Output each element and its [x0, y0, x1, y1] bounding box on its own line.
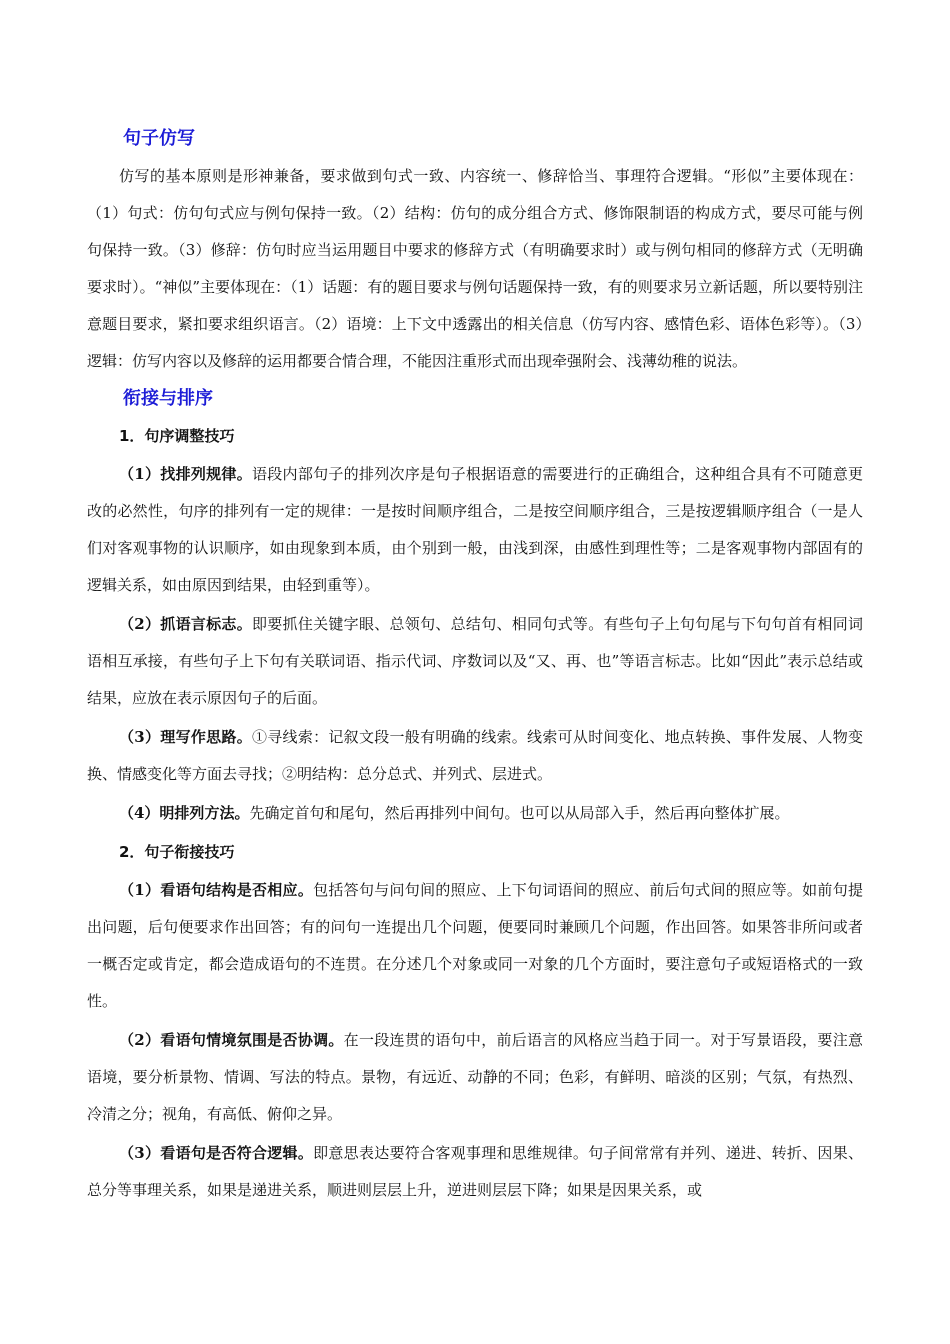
item-text: 包括答句与问句间的照应、上下句词语间的照应、前后句式间的照应等。如前句提出问题，后句便要求作出回答；有的问句一连提出几个问题，便要同时兼顾几个问题，作出回答。如果答非所问或者一概否定或肯定，都会造成语句的不连贯。在分述几个对象或同一对象的几个方面时，要注意句子或短语格式的一致性。	[87, 881, 863, 1010]
item-lead: （1）找排列规律。	[119, 465, 252, 483]
order-item-3	[87, 719, 863, 793]
item-lead: （2）看语句情境氛围是否协调。	[119, 1031, 344, 1049]
subsection-title-cohesion: 2．句子衔接技巧	[119, 843, 235, 861]
subsection-title-order: 1．句序调整技巧	[119, 427, 235, 445]
item-text: 先确定首句和尾句，然后再排列中间句。也可以从局部入手，然后再向整体扩展。	[249, 804, 790, 822]
item-lead: （3）理写作思路。	[119, 728, 252, 746]
imitation-paragraph: 仿写的基本原则是形神兼备，要求做到句式一致、内容统一、修辞恰当、事理符合逻辑。“形似”主要体现在：（1）句式：仿句句式应与例句保持一致。（2）结构：仿句的成分组合方式、修饰限制语的构成方式，要尽可能与例句保持一致。（3）修辞：仿句时应当运用题目中要求的修辞方式（有明确要求时）或与例句相同的修辞方式（无明确要求时）。“神似”主要体现在：（1）话题：有的题目要求与例句话题保持一致，有的则要求另立新话题，所以要特别注意题目要求，紧扣要求组织语言。（2）语境：上下文中透露出的相关信息（仿写内容、感情色彩、语体色彩等）。（3）逻辑：仿写内容以及修辞的运用都要合情合理，不能因注重形式而出现牵强附会、浅薄幼稚的说法。	[87, 167, 863, 370]
item-lead: （2）抓语言标志。	[119, 615, 252, 633]
item-text: 即要抓住关键字眼、总领句、总结句、相同句式等。有些句子上句句尾与下句句首有相同词语相互承接，有些句子上下句有关联词语、指示代词、序数词以及“又、再、也”等语言标志。比如“因此”表示总结或结果，应放在表示原因句子的后面。	[87, 615, 863, 707]
item-text: 即意思表达要符合客观事理和思维规律。句子间常常有并列、递进、转折、因果、总分等事理关系，如果是递进关系，顺进则层层上升，逆进则层层下降；如果是因果关系，或	[87, 1144, 863, 1199]
order-item-2	[87, 606, 863, 717]
item-lead: （4）明排列方法。	[119, 804, 250, 822]
section-title-imitation: 句子仿写	[123, 128, 195, 149]
cohesion-item-2	[87, 1022, 863, 1133]
order-item-4	[87, 795, 863, 832]
cohesion-item-3	[87, 1135, 863, 1209]
order-item-1	[87, 456, 863, 604]
item-text: ①寻线索：记叙文段一般有明确的线索。线索可从时间变化、地点转换、事件发展、人物变换、情感变化等方面去寻找；②明结构：总分总式、并列式、层进式。	[87, 728, 863, 783]
document-content	[87, 124, 863, 1211]
cohesion-item-1	[87, 872, 863, 1020]
item-lead: （1）看语句结构是否相应。	[119, 881, 314, 899]
item-text: 在一段连贯的语句中，前后语言的风格应当趋于同一。对于写景语段，要注意语境，要分析景物、情调、写法的特点。景物，有远近、动静的不同；色彩，有鲜明、暗淡的区别；气氛，有热烈、冷清之分；视角，有高低、俯仰之异。	[87, 1031, 863, 1123]
section-title-cohesion: 衔接与排序	[123, 388, 213, 409]
item-lead: （3）看语句是否符合逻辑。	[119, 1144, 314, 1162]
item-text: 语段内部句子的排列次序是句子根据语意的需要进行的正确组合，这种组合具有不可随意更改的必然性，句序的排列有一定的规律：一是按时间顺序组合，二是按空间顺序组合，三是按逻辑顺序组合（一是人们对客观事物的认识顺序，如由现象到本质，由个别到一般，由浅到深，由感性到理性等；二是客观事物内部固有的逻辑关系，如由原因到结果，由轻到重等）。	[87, 465, 863, 594]
